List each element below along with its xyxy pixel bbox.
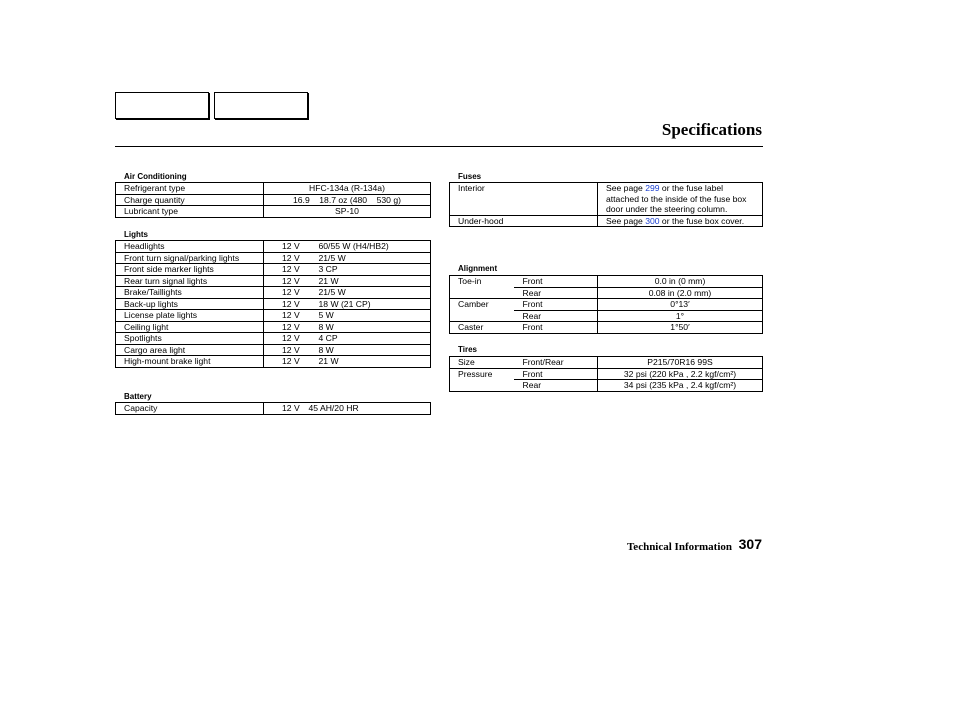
- light-wattage: 5 W: [301, 310, 431, 322]
- light-name: Front side marker lights: [116, 264, 264, 276]
- table-row: [116, 194, 431, 206]
- table-row: [116, 264, 431, 276]
- alignment-item: Camber: [450, 299, 514, 311]
- table-row: [450, 215, 763, 227]
- ac-label: Lubricant type: [116, 206, 264, 218]
- fuse-description: See page 299 or the fuse label attached to the inside of the fuse box door under the steering column.: [598, 183, 763, 216]
- light-voltage: 12 V: [264, 264, 301, 276]
- light-name: High-mount brake light: [116, 356, 264, 368]
- table-row: [116, 287, 431, 299]
- light-wattage: 4 CP: [301, 333, 431, 345]
- alignment-value: 0°13′: [598, 299, 763, 311]
- nav-box-2[interactable]: [214, 92, 308, 119]
- alignment-value: 1°: [598, 310, 763, 322]
- light-wattage: 60/55 W (H4/HB2): [301, 241, 431, 253]
- light-wattage: 8 W: [301, 321, 431, 333]
- light-wattage: 21 W: [301, 275, 431, 287]
- table-row: [116, 298, 431, 310]
- table-row: [450, 310, 763, 322]
- table-row: [116, 310, 431, 322]
- table-row: [116, 356, 431, 368]
- lights-table: [115, 240, 431, 368]
- ac-value: SP-10: [264, 206, 431, 218]
- alignment-item: Toe-in: [450, 276, 514, 288]
- alignment-position: Rear: [514, 310, 598, 322]
- battery-value: 45 AH/20 HR: [301, 403, 431, 415]
- light-voltage: 12 V: [264, 321, 301, 333]
- light-wattage: 8 W: [301, 344, 431, 356]
- light-name: Cargo area light: [116, 344, 264, 356]
- alignment-value: 0.0 in (0 mm): [598, 276, 763, 288]
- ac-label: Refrigerant type: [116, 183, 264, 195]
- ac-value: HFC-134a (R-134a): [264, 183, 431, 195]
- light-name: Brake/Taillights: [116, 287, 264, 299]
- table-row: [116, 252, 431, 264]
- alignment-heading: Alignment: [458, 264, 498, 273]
- light-voltage: 12 V: [264, 356, 301, 368]
- fuse-description: See page 300 or the fuse box cover.: [598, 215, 763, 227]
- light-voltage: 12 V: [264, 241, 301, 253]
- tire-item: Pressure: [450, 368, 514, 380]
- table-row: [116, 321, 431, 333]
- alignment-item: [450, 287, 514, 299]
- alignment-item: Caster: [450, 322, 514, 334]
- header-rule: [115, 146, 763, 147]
- ac-table: [115, 182, 431, 218]
- table-row: [450, 357, 763, 369]
- light-wattage: 21/5 W: [301, 287, 431, 299]
- alignment-table: [449, 275, 763, 334]
- page-title: Specifications: [661, 120, 762, 139]
- tire-position: Rear: [514, 380, 598, 392]
- light-wattage: 21/5 W: [301, 252, 431, 264]
- table-row: [116, 183, 431, 195]
- fuse-label: Interior: [450, 183, 598, 216]
- tire-position: Front: [514, 368, 598, 380]
- table-row: [450, 183, 763, 216]
- battery-heading: Battery: [124, 392, 152, 401]
- table-row: [450, 276, 763, 288]
- table-row: [450, 380, 763, 392]
- table-row: [116, 333, 431, 345]
- light-voltage: 12 V: [264, 287, 301, 299]
- table-row: [450, 299, 763, 311]
- battery-table: [115, 402, 431, 415]
- light-voltage: 12 V: [264, 310, 301, 322]
- light-voltage: 12 V: [264, 252, 301, 264]
- light-name: Ceiling light: [116, 321, 264, 333]
- table-row: [116, 241, 431, 253]
- lights-heading: Lights: [124, 230, 148, 239]
- alignment-item: [450, 310, 514, 322]
- alignment-position: Rear: [514, 287, 598, 299]
- tire-value: P215/70R16 99S: [598, 357, 763, 369]
- table-row: [116, 275, 431, 287]
- page-299-link[interactable]: 299: [645, 183, 660, 193]
- page-300-link[interactable]: 300: [645, 215, 660, 226]
- footer-section: Technical Information: [626, 541, 732, 553]
- light-voltage: 12 V: [264, 344, 301, 356]
- tire-value: 34 psi (235 kPa , 2.4 kgf/cm²): [598, 380, 763, 392]
- alignment-value: 0.08 in (2.0 mm): [598, 287, 763, 299]
- light-wattage: 3 CP: [301, 264, 431, 276]
- table-row: [450, 287, 763, 299]
- tire-item: Size: [450, 357, 514, 369]
- light-wattage: 21 W: [301, 356, 431, 368]
- light-voltage: 12 V: [264, 333, 301, 345]
- light-voltage: 12 V: [264, 275, 301, 287]
- tires-heading: Tires: [458, 345, 477, 354]
- light-wattage: 18 W (21 CP): [301, 298, 431, 310]
- tire-item: [450, 380, 514, 392]
- battery-voltage: 12 V: [264, 403, 301, 415]
- light-voltage: 12 V: [264, 298, 301, 310]
- table-row: [116, 403, 431, 415]
- light-name: Rear turn signal lights: [116, 275, 264, 287]
- table-row: [116, 344, 431, 356]
- ac-value: 16.9 18.7 oz (480 530 g): [264, 194, 431, 206]
- table-row: [450, 368, 763, 380]
- light-name: License plate lights: [116, 310, 264, 322]
- light-name: Headlights: [116, 241, 264, 253]
- fuses-heading: Fuses: [458, 172, 482, 181]
- alignment-position: Front: [514, 276, 598, 288]
- nav-box-1[interactable]: [115, 92, 209, 119]
- tire-value: 32 psi (220 kPa , 2.2 kgf/cm²): [598, 368, 763, 380]
- table-row: [116, 206, 431, 218]
- battery-label: Capacity: [116, 403, 264, 415]
- fuses-table: [449, 182, 763, 227]
- ac-label: Charge quantity: [116, 194, 264, 206]
- light-name: Front turn signal/parking lights: [116, 252, 264, 264]
- light-name: Spotlights: [116, 333, 264, 345]
- fuse-label: Under-hood: [450, 215, 598, 227]
- alignment-position: Front: [514, 299, 598, 311]
- ac-heading: Air Conditioning: [124, 172, 187, 181]
- table-row: [450, 322, 763, 334]
- alignment-position: Front: [514, 322, 598, 334]
- tires-table: [449, 356, 763, 392]
- alignment-value: 1°50′: [598, 322, 763, 334]
- light-name: Back-up lights: [116, 298, 264, 310]
- page-number: 307: [738, 536, 762, 552]
- tire-position: Front/Rear: [514, 357, 598, 369]
